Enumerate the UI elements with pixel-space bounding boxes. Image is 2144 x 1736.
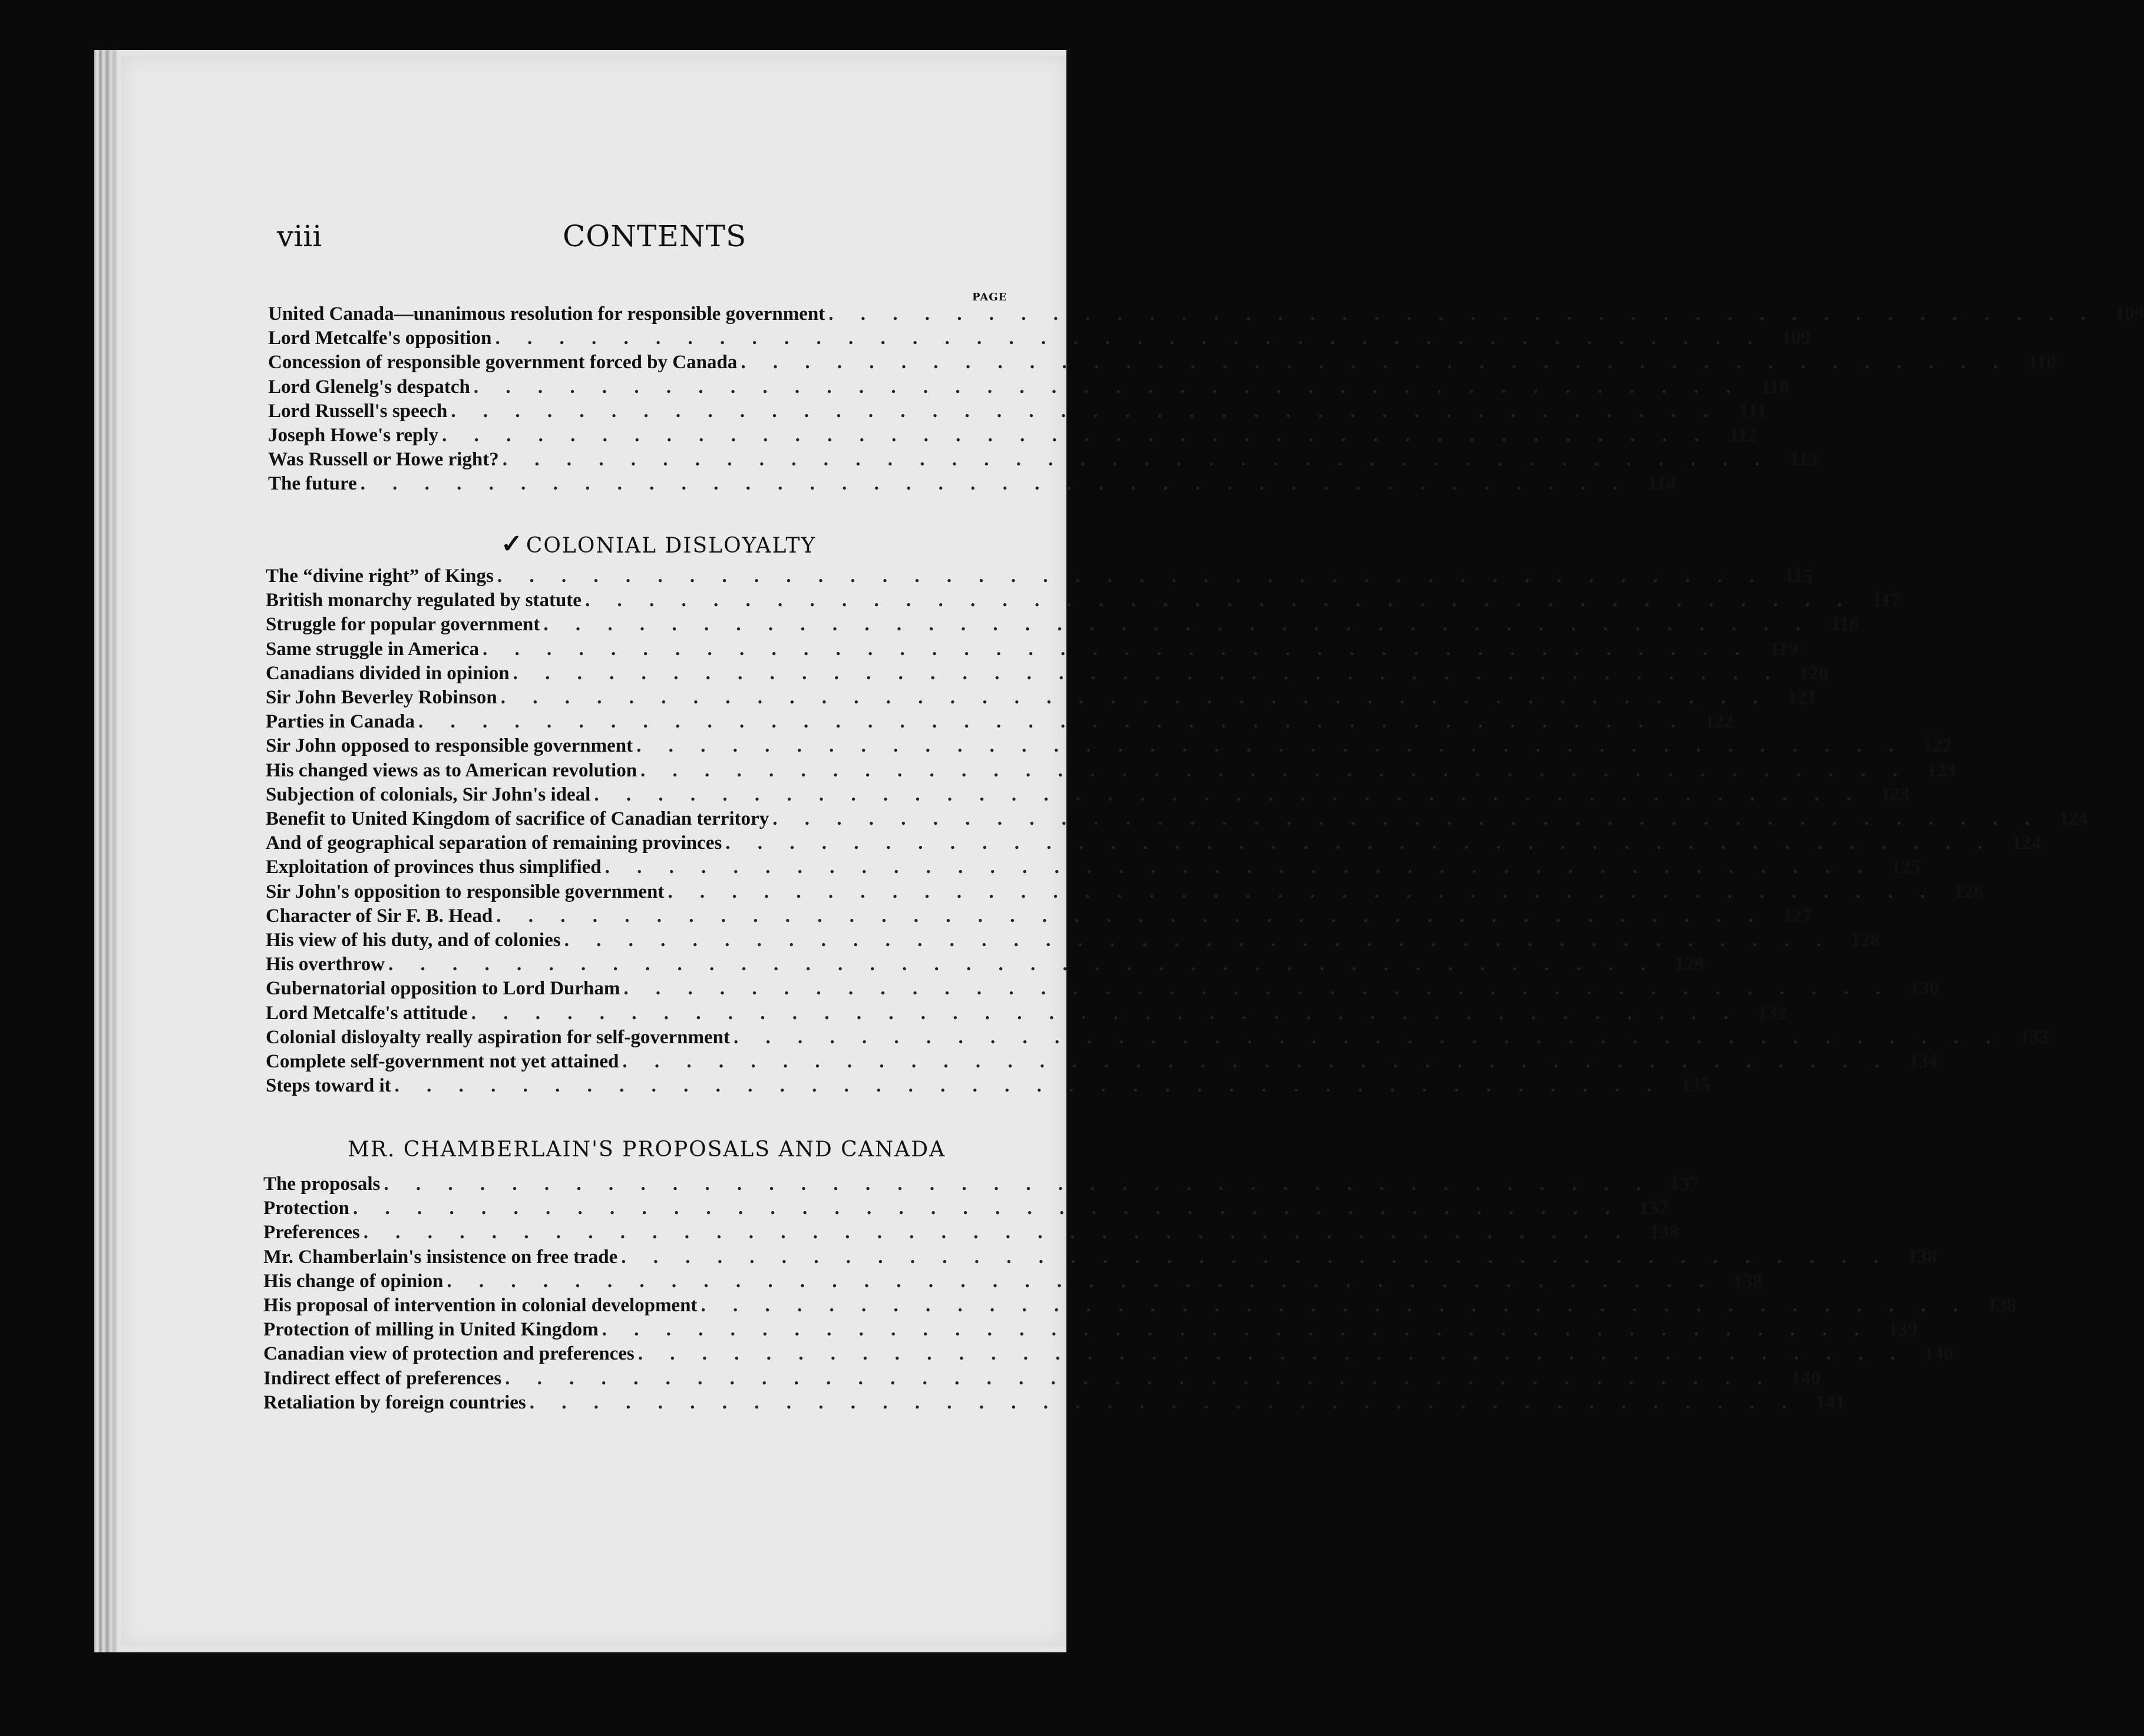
toc-entry-title: Sir John Beverley Robinson: [266, 687, 497, 708]
toc-entry-page-number: 139: [1888, 1319, 1918, 1341]
toc-entry-page-number: 138: [1733, 1270, 1763, 1292]
dot-leader: . . . . . . . . . . . . . . . . . . . . . . . . . . . . . . . . . . . . . . . .: [621, 1246, 1890, 1268]
toc-entry-page-number: 110: [1760, 376, 1789, 398]
toc-entry-title: His change of opinion: [263, 1270, 444, 1292]
toc-entry-page-number: 135: [1680, 1075, 1710, 1097]
toc-entry-page-number: 115: [1784, 566, 1813, 587]
toc-entry[interactable]: [268, 473, 1676, 498]
toc-entry[interactable]: [263, 1391, 1845, 1417]
toc-entry[interactable]: [266, 662, 1829, 687]
dot-leader: . . . . . . . . . . . . . . . . . . . . . . . . . . . . . . . . . . . . . . . .: [602, 1319, 1871, 1341]
toc-entry[interactable]: [268, 328, 1811, 352]
toc-entry[interactable]: [266, 930, 1880, 954]
toc-entry[interactable]: [268, 425, 1758, 449]
toc-entry-page-number: 122: [1922, 735, 1952, 757]
dot-leader: . . . . . . . . . . . . . . . . . . . . . . . . . . . . . . . . . . . . . . . .: [701, 1295, 1970, 1316]
dot-leader: . . . . . . . . . . . . . . . . . . . . . . . . . . . . . . . . . . . . . . . .: [473, 376, 1742, 398]
checkmark-icon: ✓: [501, 529, 524, 559]
toc-entry[interactable]: [266, 881, 1984, 906]
toc-entry-page-number: 133: [2020, 1026, 2049, 1048]
toc-entry-title: Canadians divided in opinion: [266, 662, 510, 684]
toc-entry-page-number: 114: [1647, 473, 1676, 495]
toc-entry-page-number: 109: [1781, 328, 1811, 349]
toc-entry[interactable]: [263, 1319, 1918, 1344]
toc-entry-title: Parties in Canada: [266, 711, 415, 733]
toc-entry-title: Indirect effect of preferences: [263, 1367, 502, 1389]
toc-entry-title: British monarchy regulated by statute: [266, 590, 582, 611]
toc-entry[interactable]: [268, 352, 2057, 376]
toc-entry-page-number: 123: [1927, 759, 1956, 781]
dot-leader: . . . . . . . . . . . . . . . . . . . . . . . . . . . . . . . . . . . . . . . .: [734, 1026, 2002, 1048]
dot-leader: . . . . . . . . . . . . . . . . . . . . . . . . . . . . . . . . . . . . . . . .: [529, 1391, 1798, 1413]
toc-entry-title: Sir John opposed to responsible government: [266, 735, 633, 757]
toc-entry-page-number: 130: [1910, 978, 1940, 1000]
toc-entry[interactable]: [263, 1367, 1821, 1393]
toc-entry-page-number: 117: [1872, 590, 1901, 611]
toc-entry[interactable]: [263, 1343, 1954, 1368]
running-head: CONTENTS: [563, 219, 747, 253]
dot-leader: . . . . . . . . . . . . . . . . . . . . . . . . . . . . . . . . . . . . . . . .: [640, 759, 1909, 781]
toc-entry-title: Benefit to United Kingdom of sacrifice of Canadian territory: [266, 808, 769, 829]
toc-entry[interactable]: [266, 905, 1812, 930]
dot-leader: . . . . . . . . . . . . . . . . . . . . . . . . . . . . . . . . . . . . . . . .: [388, 954, 1657, 976]
toc-entry-title: His view of his duty, and of colonies: [266, 930, 561, 951]
toc-entry-title: Protection of milling in United Kingdom: [263, 1319, 599, 1341]
dot-leader: . . . . . . . . . . . . . . . . . . . . . . . . . . . . . . . . . . . . . . . .: [623, 978, 1892, 1000]
toc-entry[interactable]: [263, 1222, 1679, 1246]
dot-leader: . . . . . . . . . . . . . . . . . . . . . . . . . . . . . . . . . . . . . . . .: [725, 832, 1994, 854]
toc-entry-page-number: 132: [1758, 1002, 1787, 1024]
dot-leader: . . . . . . . . . . . . . . . . . . . . . . . . . . . . . . . . . . . . . . . .: [483, 638, 1751, 660]
dot-leader: . . . . . . . . . . . . . . . . . . . . . . . . . . . . . . . . . . . . . . . .: [584, 590, 1854, 611]
folio: viii: [277, 219, 322, 253]
dot-leader: . . . . . . . . . . . . . . . . . . . . . . . . . . . . . . . . . . . . . . . .: [418, 711, 1687, 733]
toc-entry[interactable]: [268, 303, 2144, 328]
toc-entry[interactable]: [263, 1173, 1700, 1198]
toc-entry-title: Sir John's opposition to responsible government: [266, 881, 665, 902]
dot-leader: . . . . . . . . . . . . . . . . . . . . . . . . . . . . . . . . . . . . . . . .: [668, 881, 1937, 902]
toc-entry-page-number: 124: [2059, 808, 2088, 829]
dot-leader: . . . . . . . . . . . . . . . . . . . . . . . . . . . . . . . . . . . . . . . .: [564, 930, 1833, 951]
toc-entry-title: Gubernatorial opposition to Lord Durham: [266, 978, 620, 1000]
section-heading: [501, 529, 816, 559]
toc-entry-title: Retaliation by foreign countries: [263, 1391, 526, 1413]
dot-leader: . . . . . . . . . . . . . . . . . . . . . . . . . . . . . . . . . . . . . . . .: [442, 425, 1710, 446]
toc-entry-title: Same struggle in America: [266, 638, 480, 660]
toc-entry-title: Lord Metcalfe's attitude: [266, 1002, 468, 1024]
toc-entry[interactable]: [266, 638, 1798, 663]
toc-entry-title: Complete self-government not yet attained: [266, 1051, 619, 1072]
dot-leader: . . . . . . . . . . . . . . . . . . . . . . . . . . . . . . . . . . . . . . . .: [384, 1173, 1653, 1195]
toc-entry[interactable]: [266, 1075, 1710, 1100]
page-column-label: PAGE: [972, 291, 1007, 303]
toc-entry-title: Joseph Howe's reply: [268, 425, 439, 446]
dot-leader: . . . . . . . . . . . . . . . . . . . . . . . . . . . . . . . . . . . . . . . .: [497, 566, 1766, 587]
toc-entry-page-number: 125: [1891, 857, 1921, 878]
toc-entry-page-number: 137: [1639, 1198, 1669, 1219]
dot-leader: . . . . . . . . . . . . . . . . . . . . . . . . . . . . . . . . . . . . . . . .: [828, 303, 2097, 325]
toc-entry[interactable]: [266, 687, 1816, 712]
toc-entry-page-number: 109: [2115, 303, 2144, 325]
toc-entry-title: The future: [268, 473, 357, 495]
toc-entry-page-number: 112: [1729, 425, 1758, 446]
toc-entry-page-number: 118: [1831, 614, 1859, 636]
toc-entry-page-number: 140: [1924, 1343, 1954, 1365]
toc-entry[interactable]: [268, 376, 1789, 401]
toc-entry-page-number: 138: [1987, 1295, 2017, 1316]
toc-entry-page-number: 111: [1739, 400, 1767, 422]
dot-leader: . . . . . . . . . . . . . . . . . . . . . . . . . . . . . . . . . . . . . . . .: [636, 735, 1905, 757]
toc-entry-page-number: 119: [1770, 638, 1798, 660]
dot-leader: . . . . . . . . . . . . . . . . . . . . . . . . . . . . . . . . . . . . . . . .: [502, 449, 1771, 471]
toc-entry[interactable]: [263, 1295, 2017, 1320]
dot-leader: . . . . . . . . . . . . . . . . . . . . . . . . . . . . . . . . . . . . . . . .: [471, 1002, 1740, 1024]
dot-leader: . . . . . . . . . . . . . . . . . . . . . . . . . . . . . . . . . . . . . . . .: [622, 1051, 1891, 1072]
toc-entry-title: Preferences: [263, 1222, 360, 1244]
toc-entry[interactable]: [263, 1246, 1937, 1271]
toc-entry-title: Lord Russell's speech: [268, 400, 448, 422]
toc-entry-page-number: 122: [1704, 711, 1734, 733]
toc-entry[interactable]: [266, 978, 1940, 1003]
toc-entry[interactable]: [268, 400, 1767, 425]
toc-entry[interactable]: [266, 857, 1921, 881]
toc-entry-title: Protection: [263, 1198, 350, 1219]
toc-entry[interactable]: [266, 614, 1859, 639]
toc-entry-page-number: 113: [1789, 449, 1818, 471]
dot-leader: . . . . . . . . . . . . . . . . . . . . . . . . . . . . . . . . . . . . . . . .: [772, 808, 2041, 829]
section-heading: [348, 1138, 946, 1162]
toc-entry-title: United Canada—unanimous resolution for responsible government: [268, 303, 825, 325]
toc-entry-page-number: 126: [1954, 881, 1984, 902]
toc-entry-page-number: 140: [1791, 1367, 1821, 1389]
dot-leader: . . . . . . . . . . . . . . . . . . . . . . . . . . . . . . . . . . . . . . . .: [495, 328, 1764, 349]
toc-entry-page-number: 110: [2028, 352, 2057, 373]
dot-leader: . . . . . . . . . . . . . . . . . . . . . . . . . . . . . . . . . . . . . . . .: [353, 1198, 1621, 1219]
toc-entry-title: The proposals: [263, 1173, 381, 1195]
toc-entry-title: His proposal of intervention in colonial development: [263, 1295, 698, 1316]
toc-entry-title: Lord Metcalfe's opposition: [268, 328, 492, 349]
dot-leader: . . . . . . . . . . . . . . . . . . . . . . . . . . . . . . . . . . . . . . . .: [637, 1343, 1907, 1365]
toc-entry-title: Steps toward it: [266, 1075, 391, 1097]
dot-leader: . . . . . . . . . . . . . . . . . . . . . . . . . . . . . . . . . . . . . . . .: [505, 1367, 1773, 1389]
dot-leader: . . . . . . . . . . . . . . . . . . . . . . . . . . . . . . . . . . . . . . . .: [594, 783, 1863, 805]
toc-entry-page-number: 128: [1850, 930, 1880, 951]
toc-entry-page-number: 123: [1880, 783, 1910, 805]
dot-leader: . . . . . . . . . . . . . . . . . . . . . . . . . . . . . . . . . . . . . . . .: [500, 687, 1769, 708]
dot-leader: . . . . . . . . . . . . . . . . . . . . . . . . . . . . . . . . . . . . . . . .: [741, 352, 2010, 373]
toc-entry-title: Character of Sir F. B. Head: [266, 905, 493, 927]
toc-entry-title: Lord Glenelg's despatch: [268, 376, 470, 398]
dot-leader: . . . . . . . . . . . . . . . . . . . . . . . . . . . . . . . . . . . . . . . .: [363, 1222, 1632, 1244]
toc-entry-page-number: 124: [2011, 832, 2041, 854]
toc-entry-title: The “divine right” of Kings: [266, 566, 494, 587]
toc-entry-page-number: 138: [1907, 1246, 1937, 1268]
toc-entry-title: Struggle for popular government: [266, 614, 540, 636]
toc-entry-page-number: 141: [1816, 1391, 1845, 1413]
toc-entry-page-number: 129: [1674, 954, 1704, 976]
toc-entry[interactable]: [268, 449, 1818, 474]
dot-leader: . . . . . . . . . . . . . . . . . . . . . . . . . . . . . . . . . . . . . . . .: [360, 473, 1629, 495]
dot-leader: . . . . . . . . . . . . . . . . . . . . . . . . . . . . . . . . . . . . . . . .: [513, 662, 1782, 684]
toc-entry[interactable]: [266, 808, 2088, 833]
dot-leader: . . . . . . . . . . . . . . . . . . . . . . . . . . . . . . . . . . . . . . . .: [543, 614, 1812, 636]
section-heading-text: MR. CHAMBERLAIN'S PROPOSALS AND CANADA: [348, 1138, 946, 1162]
toc-entry[interactable]: [266, 590, 1901, 614]
toc-entry-page-number: 137: [1670, 1173, 1700, 1195]
toc-entry[interactable]: [266, 1026, 2049, 1051]
toc-entry-title: Concession of responsible government forced by Canada: [268, 352, 738, 373]
toc-entry[interactable]: [266, 832, 2041, 857]
toc-entry-title: His changed views as to American revolution: [266, 759, 637, 781]
section-heading-text: COLONIAL DISLOYALTY: [526, 534, 817, 558]
toc-entry[interactable]: [266, 566, 1813, 590]
toc-entry[interactable]: [266, 783, 1910, 809]
toc-entry-page-number: 120: [1799, 662, 1829, 684]
toc-entry-title: Subjection of colonials, Sir John's ideal: [266, 783, 591, 805]
toc-entry[interactable]: [266, 759, 1956, 785]
toc-entry[interactable]: [266, 735, 1952, 760]
toc-entry[interactable]: [266, 1002, 1787, 1027]
dot-leader: . . . . . . . . . . . . . . . . . . . . . . . . . . . . . . . . . . . . . . . .: [496, 905, 1765, 927]
toc-entry-title: And of geographical separation of remaining provinces: [266, 832, 722, 854]
toc-entry-title: Mr. Chamberlain's insistence on free trade: [263, 1246, 618, 1268]
toc-entry[interactable]: [263, 1198, 1669, 1222]
toc-entry-title: Was Russell or Howe right?: [268, 449, 499, 471]
dot-leader: . . . . . . . . . . . . . . . . . . . . . . . . . . . . . . . . . . . . . . . .: [394, 1075, 1663, 1097]
toc-entry-page-number: 127: [1782, 905, 1812, 927]
toc-entry[interactable]: [266, 954, 1704, 978]
toc-entry-title: Exploitation of provinces thus simplified: [266, 857, 602, 878]
toc-entry-title: Colonial disloyalty really aspiration for self-government: [266, 1026, 730, 1048]
toc-entry[interactable]: [263, 1270, 1763, 1295]
toc-entry-title: His overthrow: [266, 954, 385, 976]
toc-entry[interactable]: [266, 711, 1734, 736]
toc-entry-page-number: 134: [1908, 1051, 1938, 1072]
dot-leader: . . . . . . . . . . . . . . . . . . . . . . . . . . . . . . . . . . . . . . . .: [451, 400, 1720, 422]
toc-entry[interactable]: [266, 1051, 1938, 1076]
toc-entry-page-number: 121: [1786, 687, 1816, 708]
toc-entry-title: Canadian view of protection and preferences: [263, 1343, 635, 1365]
toc-entry-page-number: 138: [1649, 1222, 1679, 1244]
dot-leader: . . . . . . . . . . . . . . . . . . . . . . . . . . . . . . . . . . . . . . . .: [447, 1270, 1716, 1292]
dot-leader: . . . . . . . . . . . . . . . . . . . . . . . . . . . . . . . . . . . . . . . .: [604, 857, 1874, 878]
